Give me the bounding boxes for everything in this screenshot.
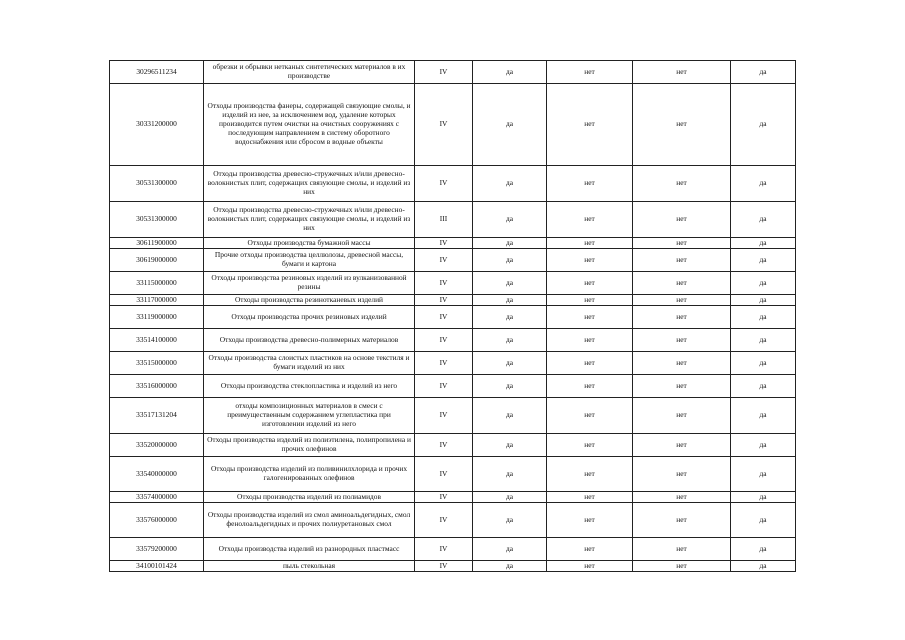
column-a-cell: да <box>473 238 547 249</box>
column-d-cell: да <box>731 538 796 561</box>
column-a-cell: да <box>473 202 547 238</box>
column-c-cell: нет <box>633 434 731 457</box>
hazard-class-cell: IV <box>415 503 473 538</box>
column-a-cell: да <box>473 352 547 375</box>
table-row <box>110 61 796 84</box>
description-cell: Отходы производства изделий из поливинилхлорида и прочих галогенированных олефинов <box>204 457 415 492</box>
column-a-cell: да <box>473 249 547 272</box>
column-c-cell: нет <box>633 61 731 84</box>
hazard-class-cell: IV <box>415 398 473 434</box>
table-row <box>110 457 796 492</box>
table-row <box>110 238 796 249</box>
description-cell: Отходы производства прочих резиновых изделий <box>204 306 415 329</box>
waste-code-cell: 33540000000 <box>110 457 204 492</box>
column-b-cell: нет <box>547 561 633 572</box>
hazard-class-cell: IV <box>415 457 473 492</box>
table-row <box>110 202 796 238</box>
column-d-cell: да <box>731 84 796 166</box>
column-d-cell: да <box>731 61 796 84</box>
hazard-class-cell: IV <box>415 295 473 306</box>
column-d-cell: да <box>731 202 796 238</box>
column-d-cell: да <box>731 238 796 249</box>
waste-code-cell: 33517131204 <box>110 398 204 434</box>
column-c-cell: нет <box>633 295 731 306</box>
waste-code-cell: 33576000000 <box>110 503 204 538</box>
description-cell: Отходы производства изделий из полиамидов <box>204 492 415 503</box>
table-row <box>110 492 796 503</box>
column-a-cell: да <box>473 306 547 329</box>
column-d-cell: да <box>731 561 796 572</box>
hazard-class-cell: IV <box>415 84 473 166</box>
table-row <box>110 398 796 434</box>
hazard-class-cell: IV <box>415 538 473 561</box>
column-c-cell: нет <box>633 84 731 166</box>
waste-code-cell: 30611900000 <box>110 238 204 249</box>
column-b-cell: нет <box>547 84 633 166</box>
column-d-cell: да <box>731 166 796 202</box>
waste-code-cell: 33514100000 <box>110 329 204 352</box>
description-cell: Отходы производства изделий из смол аминоальдегидных, смол фенолоальдегидных и прочих полиуретановых смол <box>204 503 415 538</box>
waste-code-cell: 33119000000 <box>110 306 204 329</box>
column-d-cell: да <box>731 329 796 352</box>
column-a-cell: да <box>473 434 547 457</box>
column-b-cell: нет <box>547 398 633 434</box>
column-d-cell: да <box>731 398 796 434</box>
table-row <box>110 84 796 166</box>
column-a-cell: да <box>473 295 547 306</box>
column-c-cell: нет <box>633 538 731 561</box>
column-a-cell: да <box>473 61 547 84</box>
column-d-cell: да <box>731 249 796 272</box>
column-a-cell: да <box>473 492 547 503</box>
description-cell: Отходы производства изделий из полиэтилена, полипропилена и прочих олефинов <box>204 434 415 457</box>
column-a-cell: да <box>473 84 547 166</box>
column-b-cell: нет <box>547 457 633 492</box>
waste-code-cell: 33574000000 <box>110 492 204 503</box>
table-row <box>110 249 796 272</box>
column-c-cell: нет <box>633 329 731 352</box>
column-c-cell: нет <box>633 457 731 492</box>
column-a-cell: да <box>473 538 547 561</box>
hazard-class-cell: IV <box>415 166 473 202</box>
table-row <box>110 329 796 352</box>
column-a-cell: да <box>473 329 547 352</box>
column-c-cell: нет <box>633 249 731 272</box>
description-cell: Отходы производства древесно-полимерных материалов <box>204 329 415 352</box>
hazard-class-cell: IV <box>415 434 473 457</box>
waste-code-cell: 30531300000 <box>110 166 204 202</box>
column-d-cell: да <box>731 272 796 295</box>
table-row <box>110 272 796 295</box>
description-cell: пыль стекольная <box>204 561 415 572</box>
description-cell: Отходы производства слоистых пластиков на основе текстиля и бумаги изделий из них <box>204 352 415 375</box>
table-row <box>110 306 796 329</box>
column-d-cell: да <box>731 295 796 306</box>
column-b-cell: нет <box>547 503 633 538</box>
column-d-cell: да <box>731 306 796 329</box>
waste-code-cell: 33520000000 <box>110 434 204 457</box>
waste-code-cell: 33117000000 <box>110 295 204 306</box>
column-c-cell: нет <box>633 503 731 538</box>
column-b-cell: нет <box>547 306 633 329</box>
waste-code-cell: 33516000000 <box>110 375 204 398</box>
column-d-cell: да <box>731 457 796 492</box>
column-d-cell: да <box>731 434 796 457</box>
table-row <box>110 375 796 398</box>
description-cell: Отходы производства стеклопластика и изделий из него <box>204 375 415 398</box>
column-a-cell: да <box>473 166 547 202</box>
column-c-cell: нет <box>633 561 731 572</box>
column-b-cell: нет <box>547 166 633 202</box>
waste-code-cell: 34100101424 <box>110 561 204 572</box>
waste-table-container <box>109 60 796 572</box>
column-c-cell: нет <box>633 166 731 202</box>
column-b-cell: нет <box>547 492 633 503</box>
hazard-class-cell: IV <box>415 329 473 352</box>
hazard-class-cell: IV <box>415 306 473 329</box>
description-cell: Отходы производства изделий из разнородных пластмасс <box>204 538 415 561</box>
column-b-cell: нет <box>547 61 633 84</box>
description-cell: Прочие отходы производства целлюлозы, древесной массы, бумаги и картона <box>204 249 415 272</box>
description-cell: Отходы производства резинотканевых изделий <box>204 295 415 306</box>
hazard-class-cell: IV <box>415 352 473 375</box>
table-row <box>110 352 796 375</box>
column-b-cell: нет <box>547 329 633 352</box>
waste-code-cell: 33515000000 <box>110 352 204 375</box>
column-a-cell: да <box>473 457 547 492</box>
table-row <box>110 561 796 572</box>
description-cell: обрезки и обрывки нетканых синтетических материалов в их производстве <box>204 61 415 84</box>
table-body <box>110 61 796 572</box>
table-row <box>110 503 796 538</box>
column-a-cell: да <box>473 398 547 434</box>
column-c-cell: нет <box>633 202 731 238</box>
column-b-cell: нет <box>547 538 633 561</box>
column-c-cell: нет <box>633 238 731 249</box>
waste-code-cell: 30331200000 <box>110 84 204 166</box>
description-cell: Отходы производства древесно-стружечных и/или древесно-волокнистых плит, содержащих связующие смолы, и изделий из них <box>204 202 415 238</box>
column-d-cell: да <box>731 503 796 538</box>
waste-code-cell: 30296511234 <box>110 61 204 84</box>
column-a-cell: да <box>473 503 547 538</box>
waste-code-cell: 33115000000 <box>110 272 204 295</box>
description-cell: Отходы производства древесно-стружечных и/или древесно-волокнистых плит, содержащих связующие смолы, и изделий из них <box>204 166 415 202</box>
column-d-cell: да <box>731 375 796 398</box>
column-b-cell: нет <box>547 272 633 295</box>
column-c-cell: нет <box>633 375 731 398</box>
table-row <box>110 295 796 306</box>
description-cell: Отходы производства бумажной массы <box>204 238 415 249</box>
hazard-class-cell: IV <box>415 61 473 84</box>
hazard-class-cell: IV <box>415 249 473 272</box>
hazard-class-cell: IV <box>415 375 473 398</box>
waste-code-cell: 30531300000 <box>110 202 204 238</box>
table-row <box>110 434 796 457</box>
column-a-cell: да <box>473 375 547 398</box>
waste-code-cell: 33579200000 <box>110 538 204 561</box>
hazard-class-cell: IV <box>415 561 473 572</box>
column-b-cell: нет <box>547 375 633 398</box>
column-d-cell: да <box>731 352 796 375</box>
column-a-cell: да <box>473 272 547 295</box>
column-b-cell: нет <box>547 352 633 375</box>
column-c-cell: нет <box>633 272 731 295</box>
hazard-class-cell: IV <box>415 492 473 503</box>
table-row <box>110 538 796 561</box>
description-cell: Отходы производства фанеры, содержащей связующие смолы, и изделий из нее, за исключением вод, удаление которых производится путем очистки на очистных сооружениях с последующим направлением в систему оборотного водоснабжения или сбросом в водные объекты <box>204 84 415 166</box>
column-c-cell: нет <box>633 306 731 329</box>
hazard-class-cell: IV <box>415 272 473 295</box>
description-cell: Отходы производства резиновых изделий из вулканизованной резины <box>204 272 415 295</box>
column-a-cell: да <box>473 561 547 572</box>
column-b-cell: нет <box>547 434 633 457</box>
column-c-cell: нет <box>633 352 731 375</box>
table-row <box>110 166 796 202</box>
hazard-class-cell: IV <box>415 238 473 249</box>
waste-code-cell: 30619000000 <box>110 249 204 272</box>
description-cell: отходы композиционных материалов в смеси с преимущественным содержанием углепластика при изготовлении изделий из него <box>204 398 415 434</box>
column-b-cell: нет <box>547 295 633 306</box>
column-b-cell: нет <box>547 202 633 238</box>
column-b-cell: нет <box>547 249 633 272</box>
column-d-cell: да <box>731 492 796 503</box>
hazard-class-cell: III <box>415 202 473 238</box>
column-c-cell: нет <box>633 492 731 503</box>
waste-classification-table <box>109 60 796 572</box>
column-c-cell: нет <box>633 398 731 434</box>
column-b-cell: нет <box>547 238 633 249</box>
